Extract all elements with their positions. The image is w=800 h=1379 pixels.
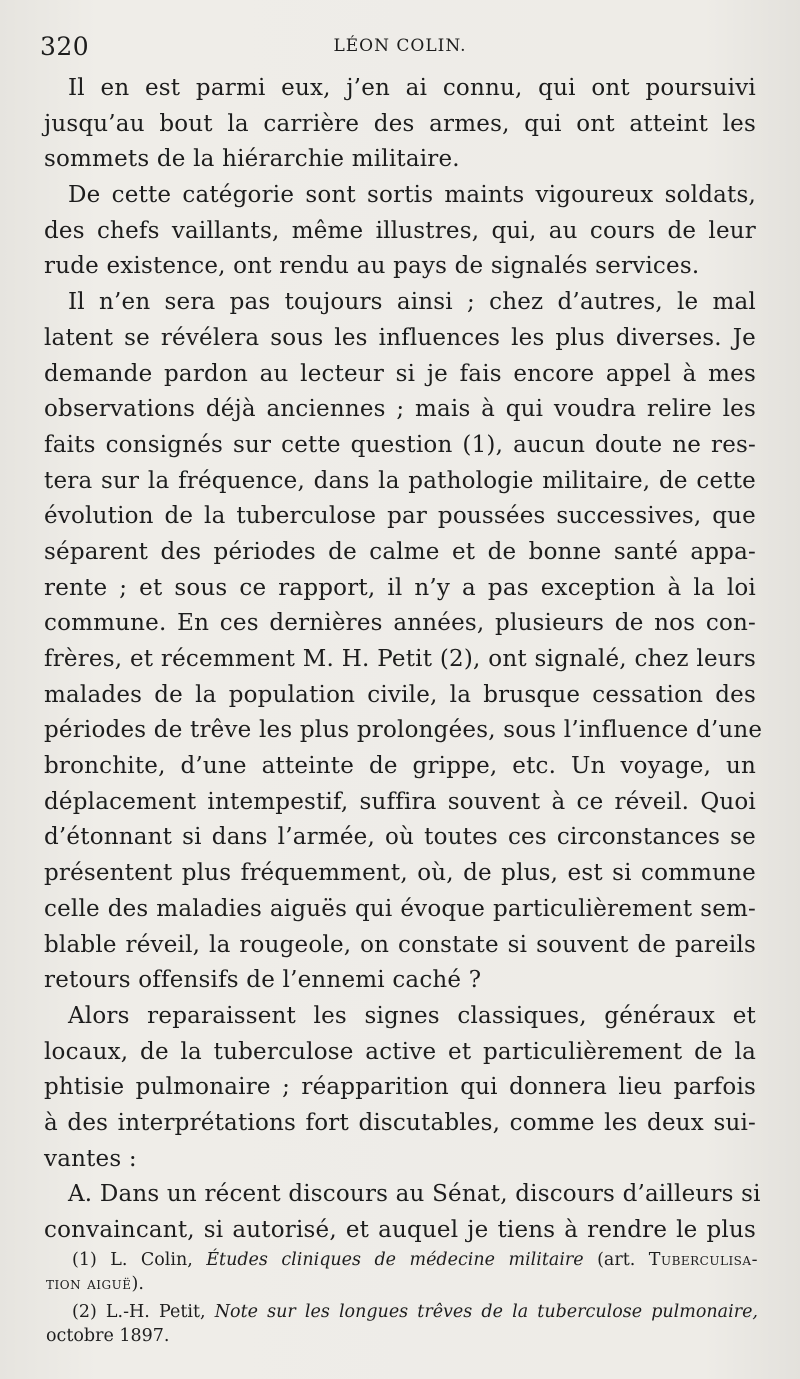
text-line: périodes de trêve les plus prolongées, sous l’influence d’une [44,717,763,744]
text-line: locaux, de la tuberculose active et particulièrement de la [44,1038,756,1065]
text-line: rente ; et sous ce rapport, il n’y a pas exception à la loi [44,574,756,601]
text-line: De cette catégorie sont sortis maints vigoureux soldats, [68,182,756,209]
text-line: frères, et récemment M. H. Petit (2), ont signalé, chez leurs [44,646,756,672]
footnote-1-end: ). [131,1274,144,1294]
text-line: phtisie pulmonaire ; réapparition qui donnera lieu parfois [44,1074,756,1101]
footnote-1-prefix: (1) L. Colin, [72,1250,207,1270]
footnote-2-prefix: (2) L.-H. Petit, [72,1302,215,1322]
text-line: évolution de la tuberculose par poussées successives, que [44,503,756,530]
text-line: à des interprétations fort discutables, comme les deux sui- [44,1109,756,1136]
footnote-2 [46,1300,758,1324]
text-line: celle des maladies aiguës qui évoque particulièrement sem- [44,895,756,922]
body-text [44,71,763,1249]
footnote-2-end: octobre 1897. [46,1326,170,1346]
text-line: séparent des périodes de calme et de bonne santé appa- [44,538,756,565]
footnote-1-cont [46,1272,758,1296]
text-line: tera sur la fréquence, dans la pathologie militaire, de cette [44,467,756,494]
page-header [40,26,760,66]
text-line: latent se révélera sous les influences les plus diverses. Je [44,324,756,351]
footnote-2-title: Note sur les longues trêves de la tuberculose pulmonaire, [214,1302,758,1322]
text-line: Il n’en sera pas toujours ainsi ; chez d’autres, le mal [68,289,756,316]
text-line: sommets de la hiérarchie militaire. [44,146,460,173]
text-line: jusqu’au bout la carrière des armes, qui ont atteint les [44,110,756,137]
page-number: 320 [40,32,90,61]
text-line: observations déjà anciennes ; mais à qui voudra relire les [44,396,756,423]
text-line: déplacement intempestif, suffira souvent à ce réveil. Quoi [44,788,756,815]
text-line: demande pardon au lecteur si je fais encore appel à mes [44,360,756,387]
text-line: rude existence, ont rendu au pays de signalés services. [44,253,700,280]
footnote-1-suffix: (art. [583,1250,649,1270]
text-line: commune. En ces dernières années, plusieurs de nos con- [44,610,756,637]
text-line: Alors reparaissent les signes classiques, généraux et [68,1002,756,1029]
text-line: malades de la population civile, la brusque cessation des [44,681,756,708]
text-line: vantes : [44,1145,137,1172]
text-line: convaincant, si autorisé, et auquel je tiens à rendre le plus [44,1217,756,1243]
footnotes [46,1248,758,1348]
footnote-1-caps-a: Tuberculisa- [648,1250,758,1270]
text-line: d’étonnant si dans l’armée, où toutes ces circonstances se [44,824,756,851]
footnote-1 [46,1248,758,1272]
footnote-1-title: Études cliniques de médecine militaire [206,1250,584,1270]
text-line: bronchite, d’une atteinte de grippe, etc. Un voyage, un [44,753,756,780]
text-line: blable réveil, la rougeole, on constate si souvent de pareils [44,931,756,958]
text-line: retours offensifs de l’ennemi caché ? [44,967,482,994]
text-line: présentent plus fréquemment, où, de plus, est si commune [44,860,756,887]
running-head: LÉON COLIN. [333,36,467,56]
text-line: A. Dans un récent discours au Sénat, discours d’ailleurs si [68,1181,761,1208]
text-line: faits consignés sur cette question (1), aucun doute ne res- [44,431,756,458]
text-line: des chefs vaillants, même illustres, qui, au cours de leur [44,217,756,244]
footnote-1-caps-b: tion aiguë [46,1274,132,1294]
text-line: Il en est parmi eux, j’en ai connu, qui ont poursuivi [68,75,756,101]
